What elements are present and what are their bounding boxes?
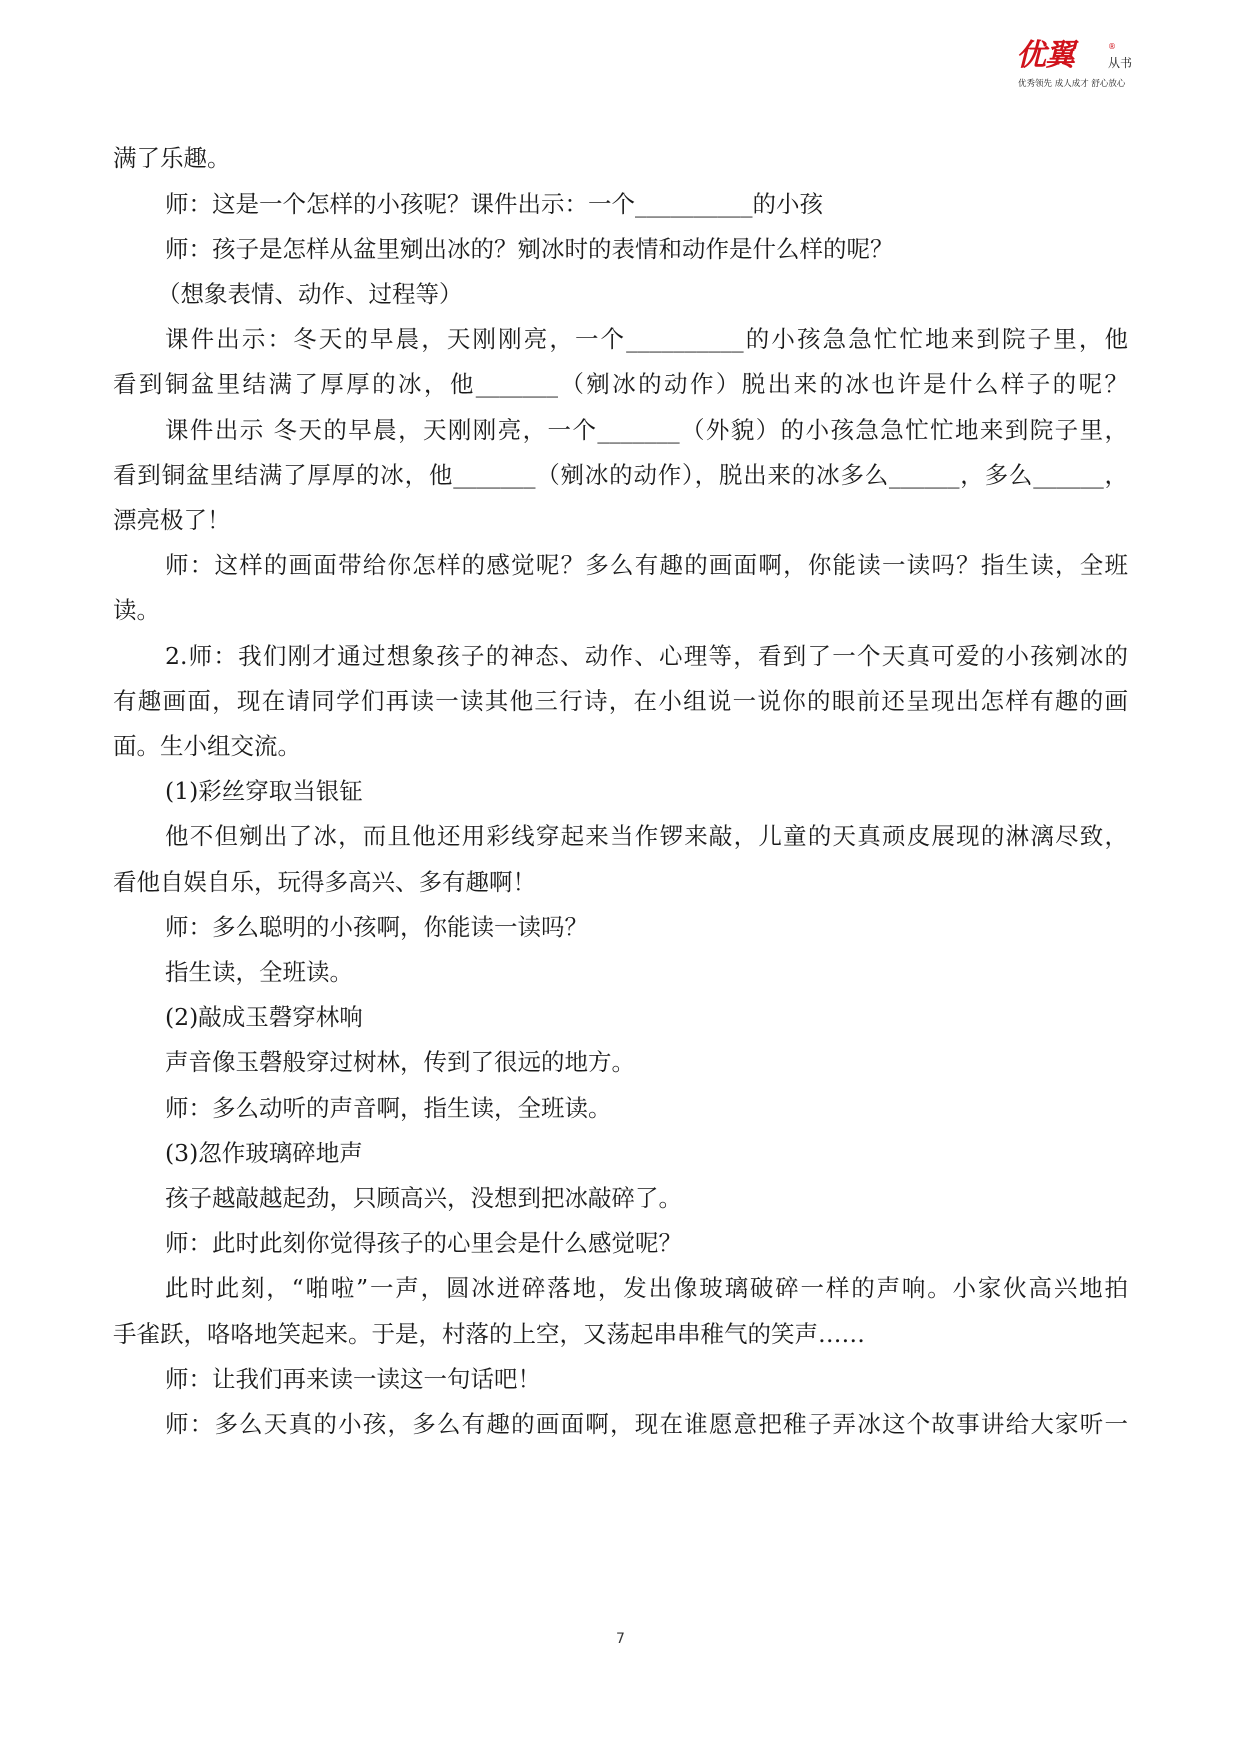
paragraph-line: 师：多么聪明的小孩啊，你能读一读吗？: [165, 913, 588, 941]
registered-mark: ®: [1108, 42, 1116, 51]
paragraph-line: 2.师：我们刚才通过想象孩子的神态、动作、心理等，看到了一个天真可爱的小孩剜冰的: [165, 642, 1128, 670]
section-heading: (3)忽作玻璃碎地声: [165, 1139, 363, 1167]
section-heading: (2)敲成玉磬穿林响: [165, 1003, 363, 1031]
paragraph-line: 师：这是一个怎样的小孩呢？课件出示：一个__________的小孩: [165, 190, 823, 218]
paragraph-line: 课件出示：冬天的早晨，天刚刚亮，一个__________的小孩急急忙忙地来到院子里，他: [165, 325, 1128, 353]
logo-wordmark: 优翼: [1016, 38, 1074, 73]
paragraph-line: 他不但剜出了冰，而且他还用彩线穿起来当作锣来敲，儿童的天真顽皮展现的淋漓尽致，: [165, 822, 1128, 850]
paragraph-line: 师：此时此刻你觉得孩子的心里会是什么感觉呢？: [165, 1229, 682, 1257]
logo-series-label: 从书: [1108, 56, 1133, 70]
paragraph-line: 面。生小组交流。: [113, 732, 301, 760]
paragraph-line: 漂亮极了！: [113, 506, 231, 534]
paragraph-line: 声音像玉磬般穿过树林，传到了很远的地方。: [165, 1048, 635, 1076]
paragraph-line: 有趣画面，现在请同学们再读一读其他三行诗，在小组说一说你的眼前还呈现出怎样有趣的画: [113, 687, 1128, 715]
paragraph-line: （想象表情、动作、过程等）: [157, 280, 463, 308]
logo-tagline: 优秀领先 成人成才 舒心放心: [1018, 79, 1126, 89]
publisher-logo: [1016, 40, 1146, 92]
paragraph-line: 师：孩子是怎样从盆里剜出冰的？剜冰时的表情和动作是什么样的呢？: [165, 235, 894, 263]
paragraph-line: 看到铜盆里结满了厚厚的冰，他_______（剜冰的动作），脱出来的冰多么______，多么______，: [113, 461, 1128, 489]
paragraph-line: 课件出示 冬天的早晨，天刚刚亮，一个_______（外貌）的小孩急急忙忙地来到院子里，: [165, 416, 1128, 444]
paragraph-line: 看到铜盆里结满了厚厚的冰，他_______（剜冰的动作）脱出来的冰也许是什么样子的呢？: [113, 370, 1128, 398]
paragraph-line: 师：让我们再来读一读这一句话吧！: [165, 1365, 541, 1393]
paragraph-line: 此时此刻，“啪啦”一声，圆冰迸碎落地，发出像玻璃破碎一样的声响。小家伙高兴地拍: [165, 1274, 1128, 1302]
paragraph-line: 手雀跃，咯咯地笑起来。于是，村落的上空，又荡起串串稚气的笑声……: [113, 1320, 865, 1348]
paragraph-line: 指生读，全班读。: [165, 958, 353, 986]
paragraph-line: 读。: [113, 596, 160, 624]
page-number: 7: [616, 1631, 625, 1647]
paragraph-line: 看他自娱自乐，玩得多高兴、多有趣啊！: [113, 868, 536, 896]
paragraph-line: 孩子越敲越起劲，只顾高兴，没想到把冰敲碎了。: [165, 1184, 682, 1212]
section-heading: (1)彩丝穿取当银钲: [165, 777, 363, 805]
paragraph-line: 师：这样的画面带给你怎样的感觉呢？多么有趣的画面啊，你能读一读吗？指生读，全班: [165, 551, 1128, 579]
paragraph-line: 师：多么天真的小孩，多么有趣的画面啊，现在谁愿意把稚子弄冰这个故事讲给大家听一: [165, 1410, 1128, 1438]
paragraph-line: 满了乐趣。: [113, 144, 231, 172]
paragraph-line: 师：多么动听的声音啊，指生读，全班读。: [165, 1094, 612, 1122]
